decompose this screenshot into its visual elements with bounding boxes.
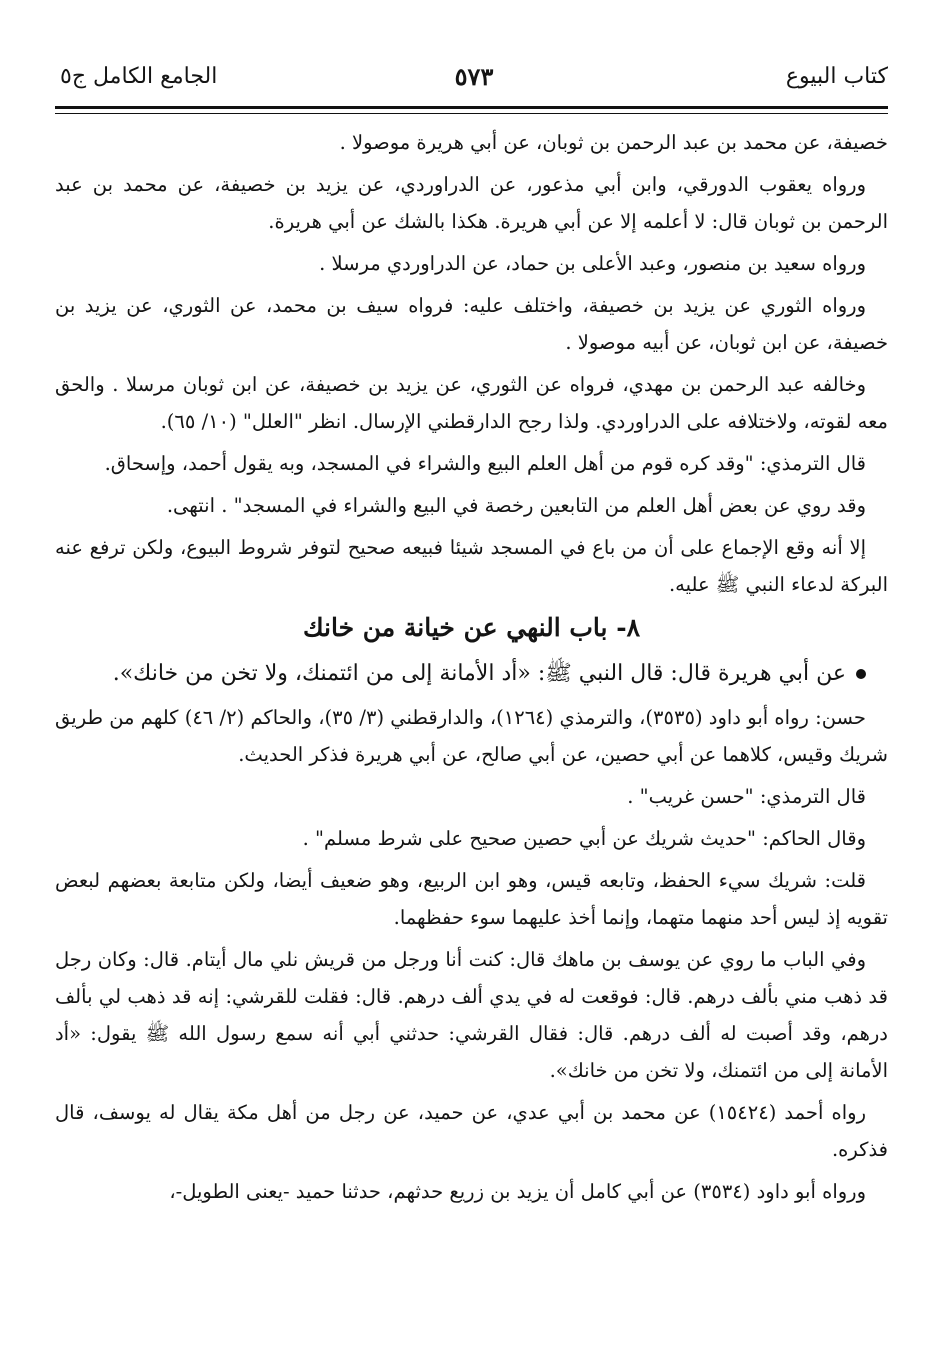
paragraph: وقد روي عن بعض أهل العلم من التابعين رخصة في البيع والشراء في المسجد" . انتهى. (166, 494, 866, 517)
hadith-text (55, 654, 888, 694)
bullet-icon (856, 669, 866, 679)
paragraph: وخالفه عبد الرحمن بن مهدي، فرواه عن الثوري، عن يزيد بن خصيفة، عن ابن ثوبان مرسلا . والحق معه لقوته، ولاختلافه على الدراوردي. ولذا رجح الدارقطني الإرسال. انظر "العلل" (١٠/ ٦٥). (55, 373, 888, 433)
book-title: كتاب البيوع (785, 64, 888, 89)
paragraph: ورواه الثوري عن يزيد بن خصيفة، واختلف عليه: فرواه سيف بن محمد، عن الثوري، عن يزيد بن خصيفة، عن ابن ثوبان، عن أبيه موصولا . (55, 294, 888, 354)
page-body (55, 124, 888, 1215)
volume-title: الجامع الكامل ج٥ (60, 64, 218, 89)
running-header (60, 52, 888, 104)
paragraph: وفي الباب ما روي عن يوسف بن ماهك قال: كنت أنا ورجل من قريش نلي مال أيتام. قال: وكان رجل قد ذهب مني بألف درهم. قال: فوقعت له في يدي ألف درهم. قال: فقلت للقرشي: إنه قد ذهب لي بألف درهم، وقد أصبت له ألف درهم. قال: فقال القرشي: حدثني أبي أنه سمع رسول الله ﷺ يقول: «أد الأمانة إلى من ائتمنك، ولا تخن من خانك». (55, 948, 888, 1082)
paragraph: إلا أنه وقع الإجماع على أن من باع في المسجد شيئا فبيعه صحيح لتوفر شروط البيوع، ولكن ترفع عنه البركة لدعاء النبي ﷺ عليه. (55, 536, 888, 596)
header-rule-thick (55, 106, 888, 109)
hadith-body: عن أبي هريرة قال: قال النبي ﷺ: «أد الأمانة إلى من ائتمنك، ولا تخن من خانك». (112, 661, 846, 686)
chapter-heading: ٨- باب النهي عن خيانة من خانك (302, 613, 641, 642)
paragraph: رواه أحمد (١٥٤٢٤) عن محمد بن أبي عدي، عن حميد، عن رجل من أهل مكة يقال له يوسف، قال فذكره. (55, 1101, 888, 1161)
page-number: ٥٧٣ (454, 62, 494, 91)
paragraph: قلت: شريك سيء الحفظ، وتابعه قيس، وهو ابن الربيع، وهو ضعيف أيضا، ولكن متابعة بعضهم لبعض تقويه إذ ليس أحد منهما متهما، وإنما أخذ عليهما سوء حفظهما. (55, 869, 888, 929)
paragraph: قال الترمذي: "وقد كره قوم من أهل العلم البيع والشراء في المسجد، وبه يقول أحمد، وإسحاق. (104, 452, 866, 475)
paragraph: حسن: رواه أبو داود (٣٥٣٥)، والترمذي (١٢٦٤)، والدارقطني (٣/ ٣٥)، والحاكم (٢/ ٤٦) كلهم من طريق شريك وقيس، كلاهما عن أبي حصين، عن أبي صالح، عن أبي هريرة فذكر الحديث. (55, 706, 888, 766)
paragraph: ورواه سعيد بن منصور، وعبد الأعلى بن حماد، عن الدراوردي مرسلا . (319, 252, 866, 275)
paragraph: ورواه أبو داود (٣٥٣٤) عن أبي كامل أن يزيد بن زريع حدثهم، حدثنا حميد -يعنى الطويل-، (169, 1180, 866, 1203)
paragraph: ورواه يعقوب الدورقي، وابن أبي مذعور، عن الدراوردي، عن يزيد بن خصيفة، عن محمد بن عبد الرحمن بن ثوبان قال: لا أعلمه إلا عن أبي هريرة. هكذا بالشك عن أبي هريرة. (55, 173, 888, 233)
paragraph: قال الترمذي: "حسن غريب" . (627, 785, 866, 808)
paragraph: وقال الحاكم: "حديث شريك عن أبي حصين صحيح على شرط مسلم" . (302, 827, 866, 850)
header-rule-thin (55, 113, 888, 114)
paragraph: خصيفة، عن محمد بن عبد الرحمن بن ثوبان، عن أبي هريرة موصولا . (339, 131, 888, 154)
